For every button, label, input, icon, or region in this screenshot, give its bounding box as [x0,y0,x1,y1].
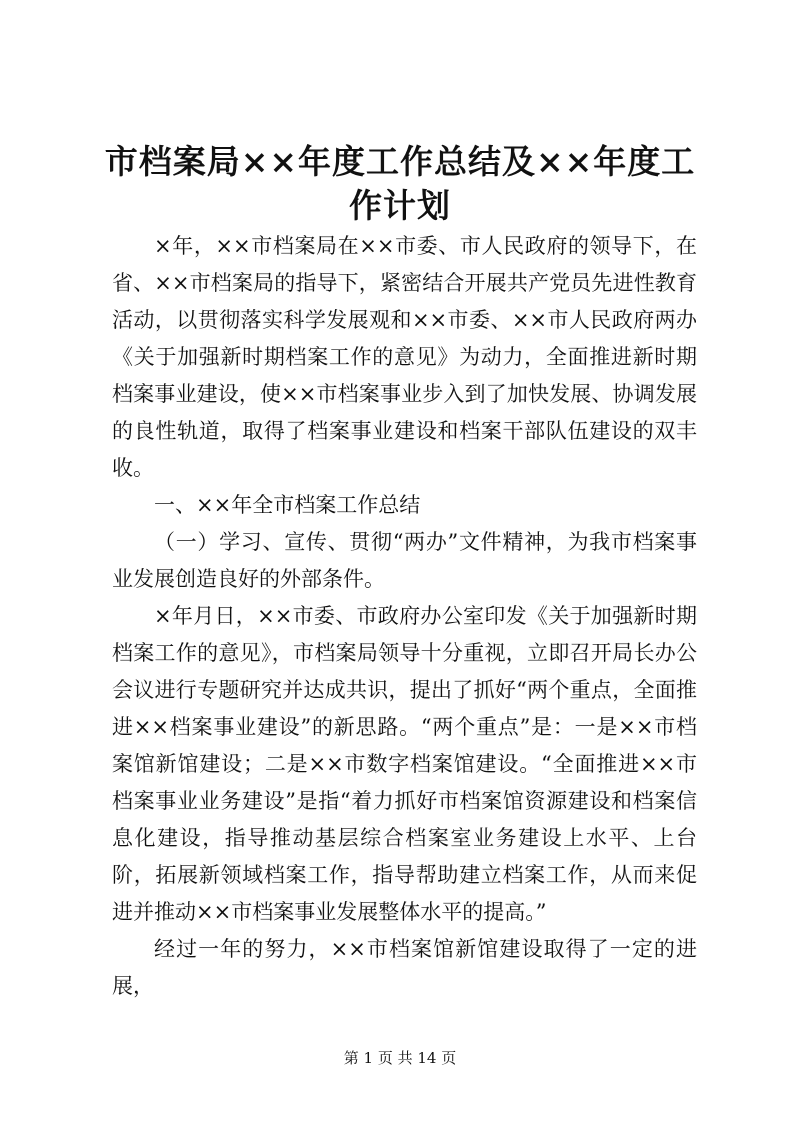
subsection-heading-1: （一）学习、宣传、贯彻“两办”文件精神，为我市档案事业发展创造良好的外部条件。 [112,530,697,591]
document-title: 市档案局××年度工作总结及××年度工作计划 [104,142,696,225]
page-number-footer: 第 1 页 共 14 页 [343,1049,457,1067]
section-heading-1: 一、××年全市档案工作总结 [154,493,421,517]
paragraph-intro: ×年，××市档案局在××市委、市人民政府的领导下，在省、××市档案局的指导下，紧密结合开展共产党员先进性教育活动，以贯彻落实科学发展观和××市委、××市人民政府两办《关于加强新时期档案工作的意见》为动力，全面推进新时期档案事业建设，使××市档案事业步入到了加快发展、协调发展的良性轨道，取得了档案事业建设和档案干部队伍建设的双丰收。 [112,234,697,480]
paragraph-details: ×年月日，××市委、市政府办公室印发《关于加强新时期档案工作的意见》，市档案局领导十分重视，立即召开局长办公会议进行专题研究并达成共识，提出了抓好“两个重点，全面推进××档案事业建设”的新思路。“两个重点”是：一是××市档案馆新馆建设；二是××市数字档案馆建设。“全面推进××市档案事业业务建设”是指“着力抓好市档案馆资源建设和档案信息化建设，指导推动基层综合档案室业务建设上水平、上台阶，拓展新领域档案工作，指导帮助建立档案工作，从而来促进并推动××市档案事业发展整体水平的提高。” [112,604,697,924]
document-body [112,228,697,1005]
paragraph-progress: 经过一年的努力，××市档案馆新馆建设取得了一定的进展， [112,937,697,998]
